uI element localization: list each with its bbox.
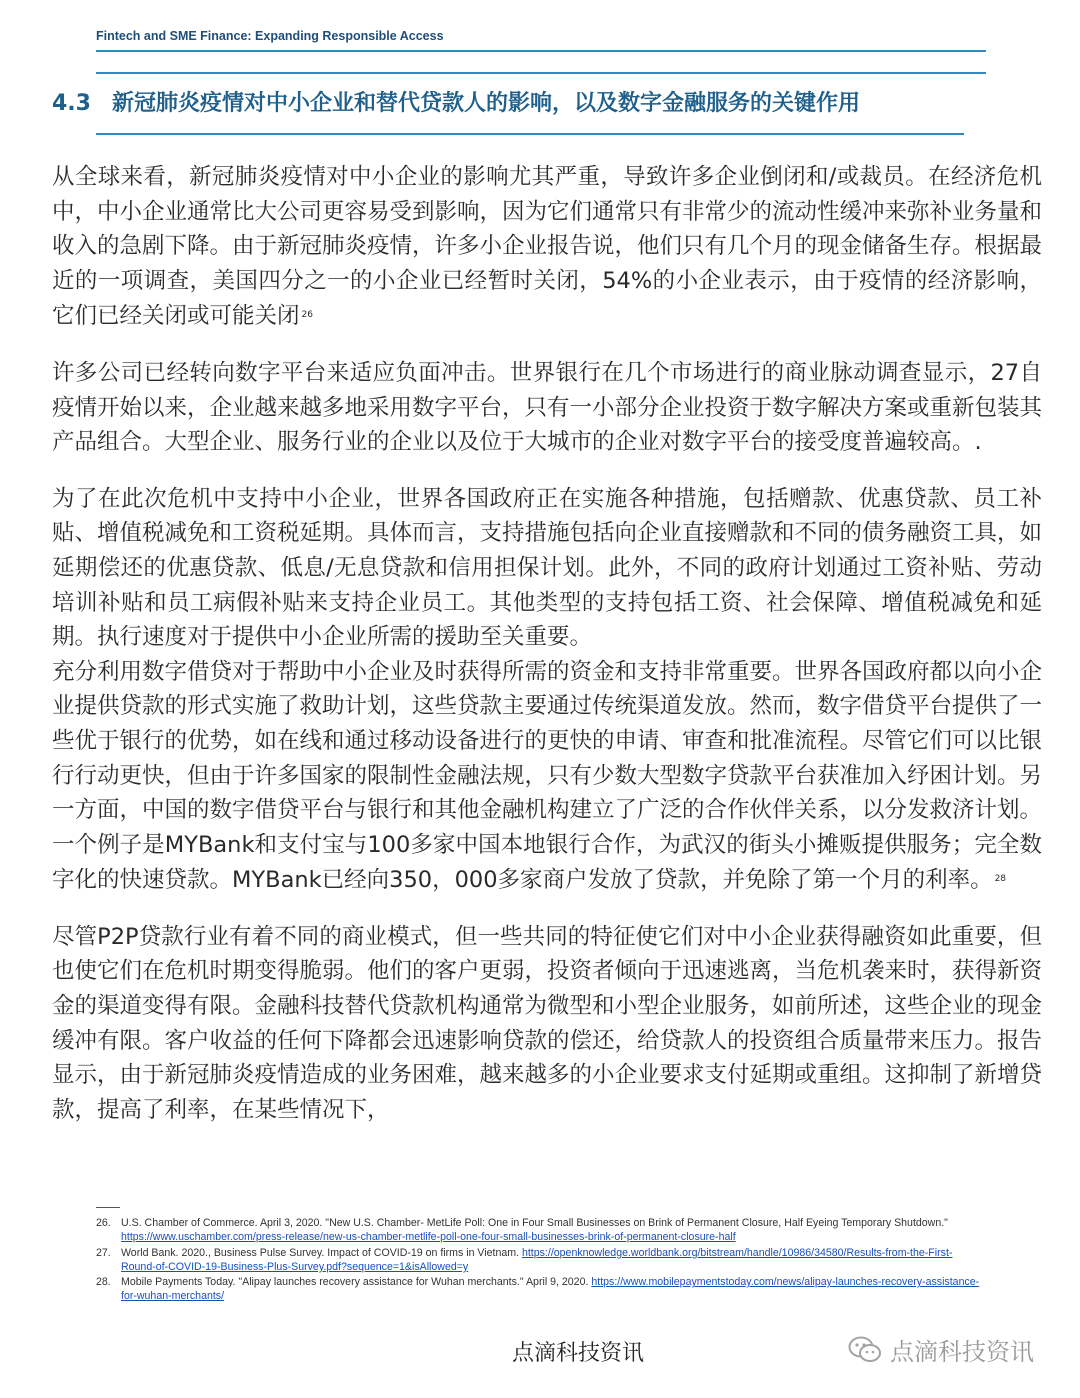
watermark-text: 点滴科技资讯 [890,1338,1034,1366]
section-rule [96,133,964,135]
footnote-number: 28. [96,1276,111,1289]
wechat-icon [848,1335,882,1365]
section-heading [52,86,1032,117]
footnote-link[interactable]: https://openknowledge.worldbank.org/bitstream/handle/10986/34580/Results-from-the-First-Round-of-COVID-19-Business-Plus-Survey.pdf?sequence=1&isAllowed=y [121,1246,953,1273]
footnote-text: Mobile Payments Today. "Alipay launches recovery assistance for Wuhan merchants." April 9, 2020. [121,1276,592,1289]
footnote-ref[interactable]: 26 [301,310,313,321]
footnote [96,1216,986,1245]
watermark [848,1332,1034,1367]
footer-publisher: 点滴科技资讯 [512,1341,645,1366]
footnote-ref[interactable]: 28 [994,874,1007,885]
footnote-link[interactable]: https://www.uschamber.com/press-release/new-us-chamber-metlife-poll-one-four-small-businesses-brink-of-permanent-closure-half [121,1231,736,1244]
running-header: Fintech and SME Finance: Expanding Responsible Access [96,29,444,43]
section-title: 新冠肺炎疫情对中小企业和替代贷款人的影响，以及数字金融服务的关键作用 [112,91,861,116]
body-text [52,160,1042,1127]
paragraph: 充分利用数字借贷对于帮助中小企业及时获得所需的资金和支持非常重要。世界各国政府都以向小企业提供贷款的形式实施了救助计划，这些贷款主要通过传统渠道发放。然而，数字借贷平台提供了一些优于银行的优势，如在线和通过移动设备进行的更快的申请、审查和批准流程。尽管它们可以比银行行动更快，但由于许多国家的限制性金融法规，只有少数大型数字贷款平台获准加入纾困计划。另一方面，中国的数字借贷平台与银行和其他金融机构建立了广泛的合作伙伴关系，以分发救济计划。一个例子是MYBank和支付宝与100多家中国本地银行合作，为武汉的街头小摊贩提供服务；完全数字化的快速贷款。MYBank已经向350，000多家商户发放了贷款，并免除了第一个月的利率。 $^{28}$ [52,658,1043,894]
footnote-link[interactable]: https://www.mobilepaymentstoday.com/news/alipay-launches-recovery-assistance-for-wuhan-merchants/ [121,1276,980,1303]
footnote [96,1275,986,1304]
footnotes [96,1216,986,1305]
section-number: 4.3 [52,91,91,116]
footnote-number: 26. [96,1217,111,1229]
header-rule-bottom [96,72,986,74]
footnote-number: 27. [96,1246,111,1259]
footnote-text: U.S. Chamber of Commerce. April 3, 2020. "New U.S. Chamber- MetLife Poll: One in Four Small Businesses on Brink of Permanent Closure, Half Eyeing Temporary Shutdown." [121,1217,948,1229]
header-rule-top [96,50,986,52]
paragraph: 为了在此次危机中支持中小企业，世界各国政府正在实施各种措施，包括赠款、优惠贷款、员工补贴、增值税减免和工资税延期。具体而言，支持措施包括向企业直接赠款和不同的债务融资工具，如延期偿还的优惠贷款、低息/无息贷款和信用担保计划。此外，不同的政府计划通过工资补贴、劳动培训补贴和员工病假补贴来支持企业员工。其他类型的支持包括工资、社会保障、增值税减免和延期。执行速度对于提供中小企业所需的援助至关重要。 [52,485,1043,651]
paragraph: 尽管P2P贷款行业有着不同的商业模式，但一些共同的特征使它们对中小企业获得融资如此重要，但也使它们在危机时期变得脆弱。他们的客户更弱，投资者倾向于迅速逃离，当危机袭来时，获得新资金的渠道变得有限。金融科技替代贷款机构通常为微型和小型企业服务，如前所述，这些企业的现金缓冲有限。客户收益的任何下降都会迅速影响贷款的偿还，给贷款人的投资组合质量带来压力。报告显示，由于新冠肺炎疫情造成的业务困难，越来越多的小企业要求支付延期或重组。这抑制了新增贷款，提高了利率，在某些情况下， [52,923,1043,1123]
paragraph: 许多公司已经转向数字平台来适应负面冲击。世界银行在几个市场进行的商业脉动调查显示，27自疫情开始以来，企业越来越多地采用数字平台，只有一小部分企业投资于数字解决方案或重新包装其产品组合。大型企业、服务行业的企业以及位于大城市的企业对数字平台的接受度普遍较高。. [52,359,1043,456]
footnote [96,1246,986,1275]
footnote-separator [96,1207,120,1208]
footnote-text: World Bank. 2020., Business Pulse Survey. Impact of COVID-19 on firms in Vietnam. [121,1246,522,1259]
paragraph: 从全球来看，新冠肺炎疫情对中小企业的影响尤其严重，导致许多企业倒闭和/或裁员。在经济危机中，中小企业通常比大公司更容易受到影响，因为它们通常只有非常少的流动性缓冲来弥补业务量和收入的急剧下降。由于新冠肺炎疫情，许多小企业报告说，他们只有几个月的现金储备生存。根据最近的一项调查，美国四分之一的小企业已经暂时关闭，54%的小企业表示，由于疫情的经济影响，它们已经关闭或可能关闭 $^{26}$ [52,164,1043,330]
